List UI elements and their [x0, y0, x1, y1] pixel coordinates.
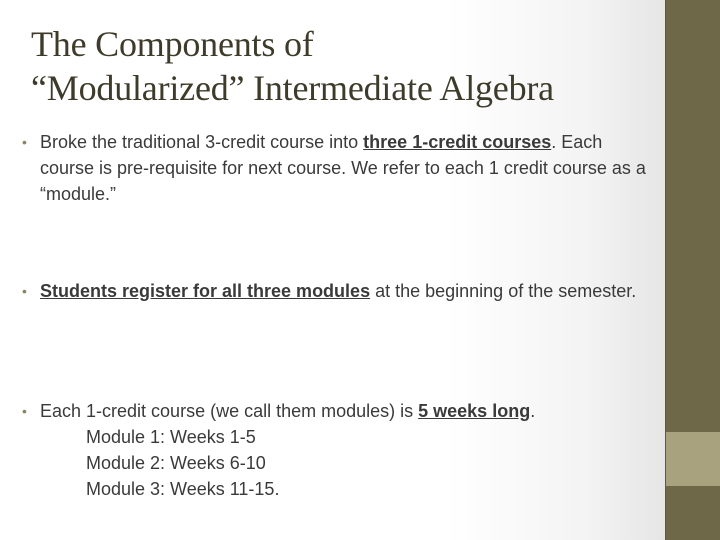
bullet-item-2	[22, 278, 652, 304]
bullet-text	[40, 129, 652, 207]
bullet-text-post: at the beginning of the semester.	[370, 281, 637, 301]
module-line-1: Module 1: Weeks 1-5	[86, 427, 256, 447]
title-line-2: “Modularized” Intermediate Algebra	[31, 68, 554, 108]
bullet-text	[40, 398, 652, 424]
bullet-item-1	[22, 129, 652, 207]
bullet-emphasis: Students register for all three modules	[40, 281, 371, 301]
bullet-text-post: .	[530, 401, 536, 421]
slide-title	[31, 22, 641, 110]
bullet-text	[40, 278, 652, 304]
bullet-dot-icon: •	[22, 403, 27, 419]
bullet-dot-icon: •	[22, 134, 27, 150]
bullet-text-pre: Broke the traditional 3-credit course into	[40, 132, 364, 152]
module-line-3: Module 3: Weeks 11-15.	[86, 479, 280, 499]
bullet-emphasis: 5 weeks long	[418, 401, 531, 421]
bullet-emphasis: three 1-credit courses	[363, 132, 552, 152]
bullet-dot-icon: •	[22, 283, 27, 299]
module-line-2: Module 2: Weeks 6-10	[86, 453, 266, 473]
title-line-1: The Components of	[31, 24, 314, 64]
bullet-text-post: . Each course is pre-requisite for next course. We refer to each 1 credit course as a “module.”	[40, 132, 646, 204]
bullet-item-3	[22, 398, 652, 502]
bullet-text-pre: Each 1-credit course (we call them modules) is	[40, 401, 419, 421]
sidebar-accent-block	[666, 432, 720, 486]
